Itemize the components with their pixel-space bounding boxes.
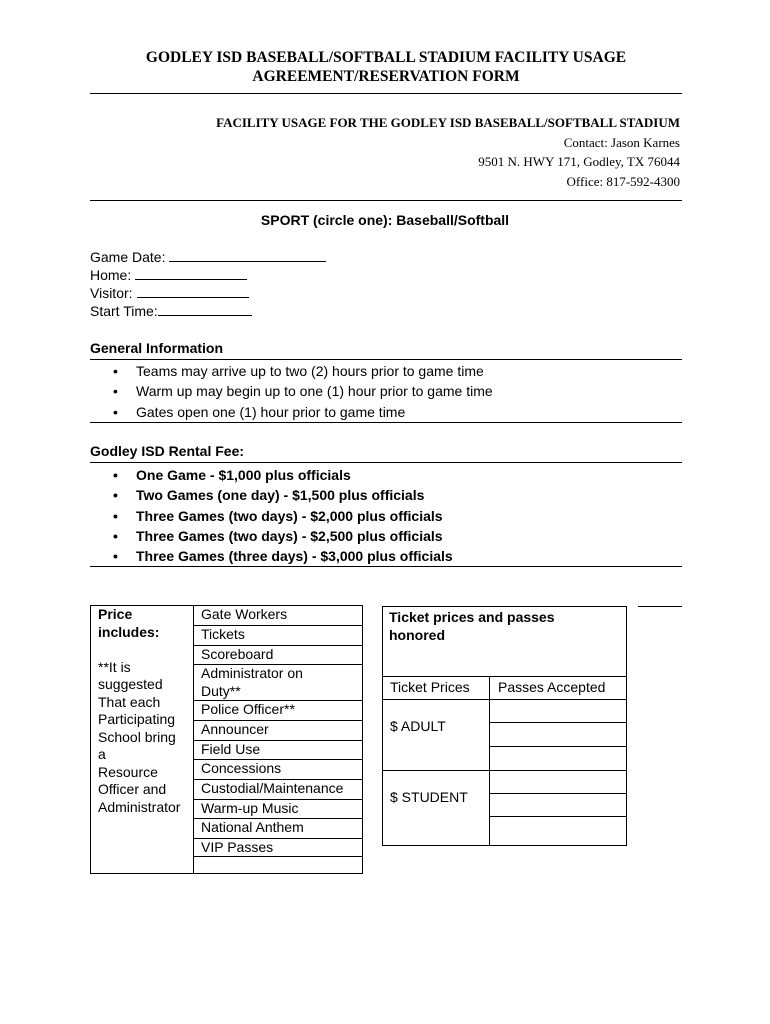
table-row (194, 839, 362, 857)
list-item (110, 381, 493, 401)
bullet-icon: • (113, 363, 118, 379)
game-date-label: Game Date: (90, 249, 166, 265)
home-field (90, 266, 326, 284)
rental-fee-rule-top (90, 462, 682, 463)
list-item (110, 402, 493, 422)
list-item (110, 465, 453, 485)
list-item (110, 361, 493, 381)
price-item-text: Scoreboard (201, 646, 274, 662)
price-note-line: Participating (98, 711, 176, 727)
general-info-rule-top (90, 359, 682, 360)
contact-name: Contact: Jason Karnes (563, 134, 680, 150)
bullet-icon: • (113, 507, 118, 524)
spacer (98, 641, 180, 659)
ticket-row-rule (489, 746, 627, 747)
bullet-icon: • (113, 383, 118, 400)
list-item-text: One Game - $1,000 plus officials (136, 467, 351, 483)
student-price-label: $ STUDENT (390, 789, 468, 805)
title-rule (90, 93, 682, 94)
home-label: Home: (90, 267, 132, 283)
list-item-text: Three Games (two days) - $2,000 plus officials (136, 507, 443, 524)
list-item (110, 485, 453, 505)
start-time-label: Start Time: (90, 303, 158, 319)
table-row (194, 646, 362, 665)
facility-address: 9501 N. HWY 171, Godley, TX 76044 (478, 154, 680, 169)
general-info-list (110, 361, 493, 422)
price-item-text: Police Officer** (201, 701, 295, 717)
table-row (194, 741, 362, 760)
document-title-line-2: AGREEMENT/RESERVATION FORM (252, 68, 520, 85)
price-note-line: Administrator (98, 798, 181, 815)
bullet-icon: • (113, 467, 118, 483)
ticket-row-rule (382, 699, 627, 700)
table-row (194, 665, 362, 701)
price-item-text: Warm-up Music (201, 800, 299, 816)
game-date-input[interactable] (169, 249, 326, 262)
price-note-line: a (98, 746, 106, 762)
list-item-text: Warm up may begin up to one (1) hour prior to game time (136, 383, 493, 400)
table-row (194, 606, 362, 626)
ticket-row-rule (489, 816, 627, 817)
table-row (194, 819, 362, 839)
bullet-icon: • (113, 403, 118, 420)
ticket-caption-line: honored (389, 627, 445, 643)
passes-accepted-header: Passes Accepted (498, 679, 606, 695)
table-row (194, 760, 362, 780)
list-item-text: Three Games (three days) - $3,000 plus officials (136, 548, 453, 565)
price-includes-label (98, 606, 180, 816)
bullet-icon: • (113, 487, 118, 504)
price-item-text: VIP Passes (201, 839, 274, 855)
list-item (110, 546, 453, 566)
header-rule (90, 200, 682, 201)
price-item-text: Custodial/Maintenance (201, 780, 344, 796)
price-item-text: Tickets (201, 626, 245, 642)
game-fields (90, 248, 326, 320)
list-item-text: Two Games (one day) - $1,500 plus officials (136, 487, 425, 504)
table-row-empty (194, 857, 362, 874)
bullet-icon: • (113, 548, 118, 565)
table-row (194, 800, 362, 819)
start-time-field (90, 302, 326, 320)
ticket-caption (389, 608, 589, 644)
visitor-input[interactable] (137, 285, 249, 298)
table-row (194, 780, 362, 800)
price-item-text: Field Use (201, 741, 261, 757)
price-item-text: Administrator on (201, 665, 303, 681)
table-row (194, 721, 362, 741)
sport-selection: SPORT (circle one): Baseball/Softball (260, 212, 510, 228)
office-phone: Office: 817-592-4300 (566, 173, 680, 189)
list-item-text: Three Games (two days) - $2,500 plus officials (136, 527, 443, 544)
document-title-line-1: GODLEY ISD BASEBALL/SOFTBALL STADIUM FACILITY USAGE (145, 49, 627, 66)
list-item (110, 526, 453, 546)
list-item-text: Gates open one (1) hour prior to game time (136, 403, 406, 420)
right-rule (638, 606, 682, 607)
ticket-row-rule (382, 770, 627, 771)
visitor-label: Visitor: (90, 285, 133, 301)
general-info-title: General Information (90, 340, 224, 356)
price-label-line: Price (98, 606, 133, 622)
facility-heading: FACILITY USAGE FOR THE GODLEY ISD BASEBALL/SOFTBALL STADIUM (216, 115, 680, 130)
ticket-caption-line: Ticket prices and passes (389, 609, 555, 625)
table-row (194, 626, 362, 646)
rental-fee-rule-bottom (90, 566, 682, 567)
start-time-input[interactable] (158, 303, 252, 316)
game-date-field (90, 248, 326, 266)
list-item (110, 506, 453, 526)
price-item-text: Gate Workers (201, 606, 288, 622)
general-info-rule-bottom (90, 422, 682, 423)
home-input[interactable] (135, 267, 247, 280)
facility-header (90, 113, 680, 191)
price-item-text: Duty** (201, 682, 241, 699)
bullet-icon: • (113, 527, 118, 544)
document-title (90, 48, 682, 86)
ticket-column-divider (489, 676, 490, 846)
price-note-line: That each (98, 693, 161, 710)
visitor-field (90, 284, 326, 302)
price-note-line: suggested (98, 676, 163, 692)
price-label-line: includes: (98, 623, 160, 640)
price-note-line: Resource (98, 763, 158, 780)
price-item-text: National Anthem (201, 819, 304, 835)
ticket-header-rule (382, 676, 627, 677)
ticket-prices-header: Ticket Prices (390, 679, 470, 695)
table-row (194, 701, 362, 721)
list-item-text: Teams may arrive up to two (2) hours prior to game time (136, 363, 484, 379)
price-note-line: School bring (98, 728, 176, 745)
adult-price-label: $ ADULT (390, 718, 446, 734)
price-item-text: Concessions (201, 760, 282, 776)
price-note-line: Officer and (98, 781, 167, 797)
ticket-row-rule (489, 722, 627, 723)
rental-fee-title: Godley ISD Rental Fee: (90, 443, 245, 459)
ticket-row-rule (489, 793, 627, 794)
price-note-line: **It is (98, 658, 131, 675)
rental-fee-list (110, 465, 453, 566)
price-item-text: Announcer (201, 721, 269, 737)
